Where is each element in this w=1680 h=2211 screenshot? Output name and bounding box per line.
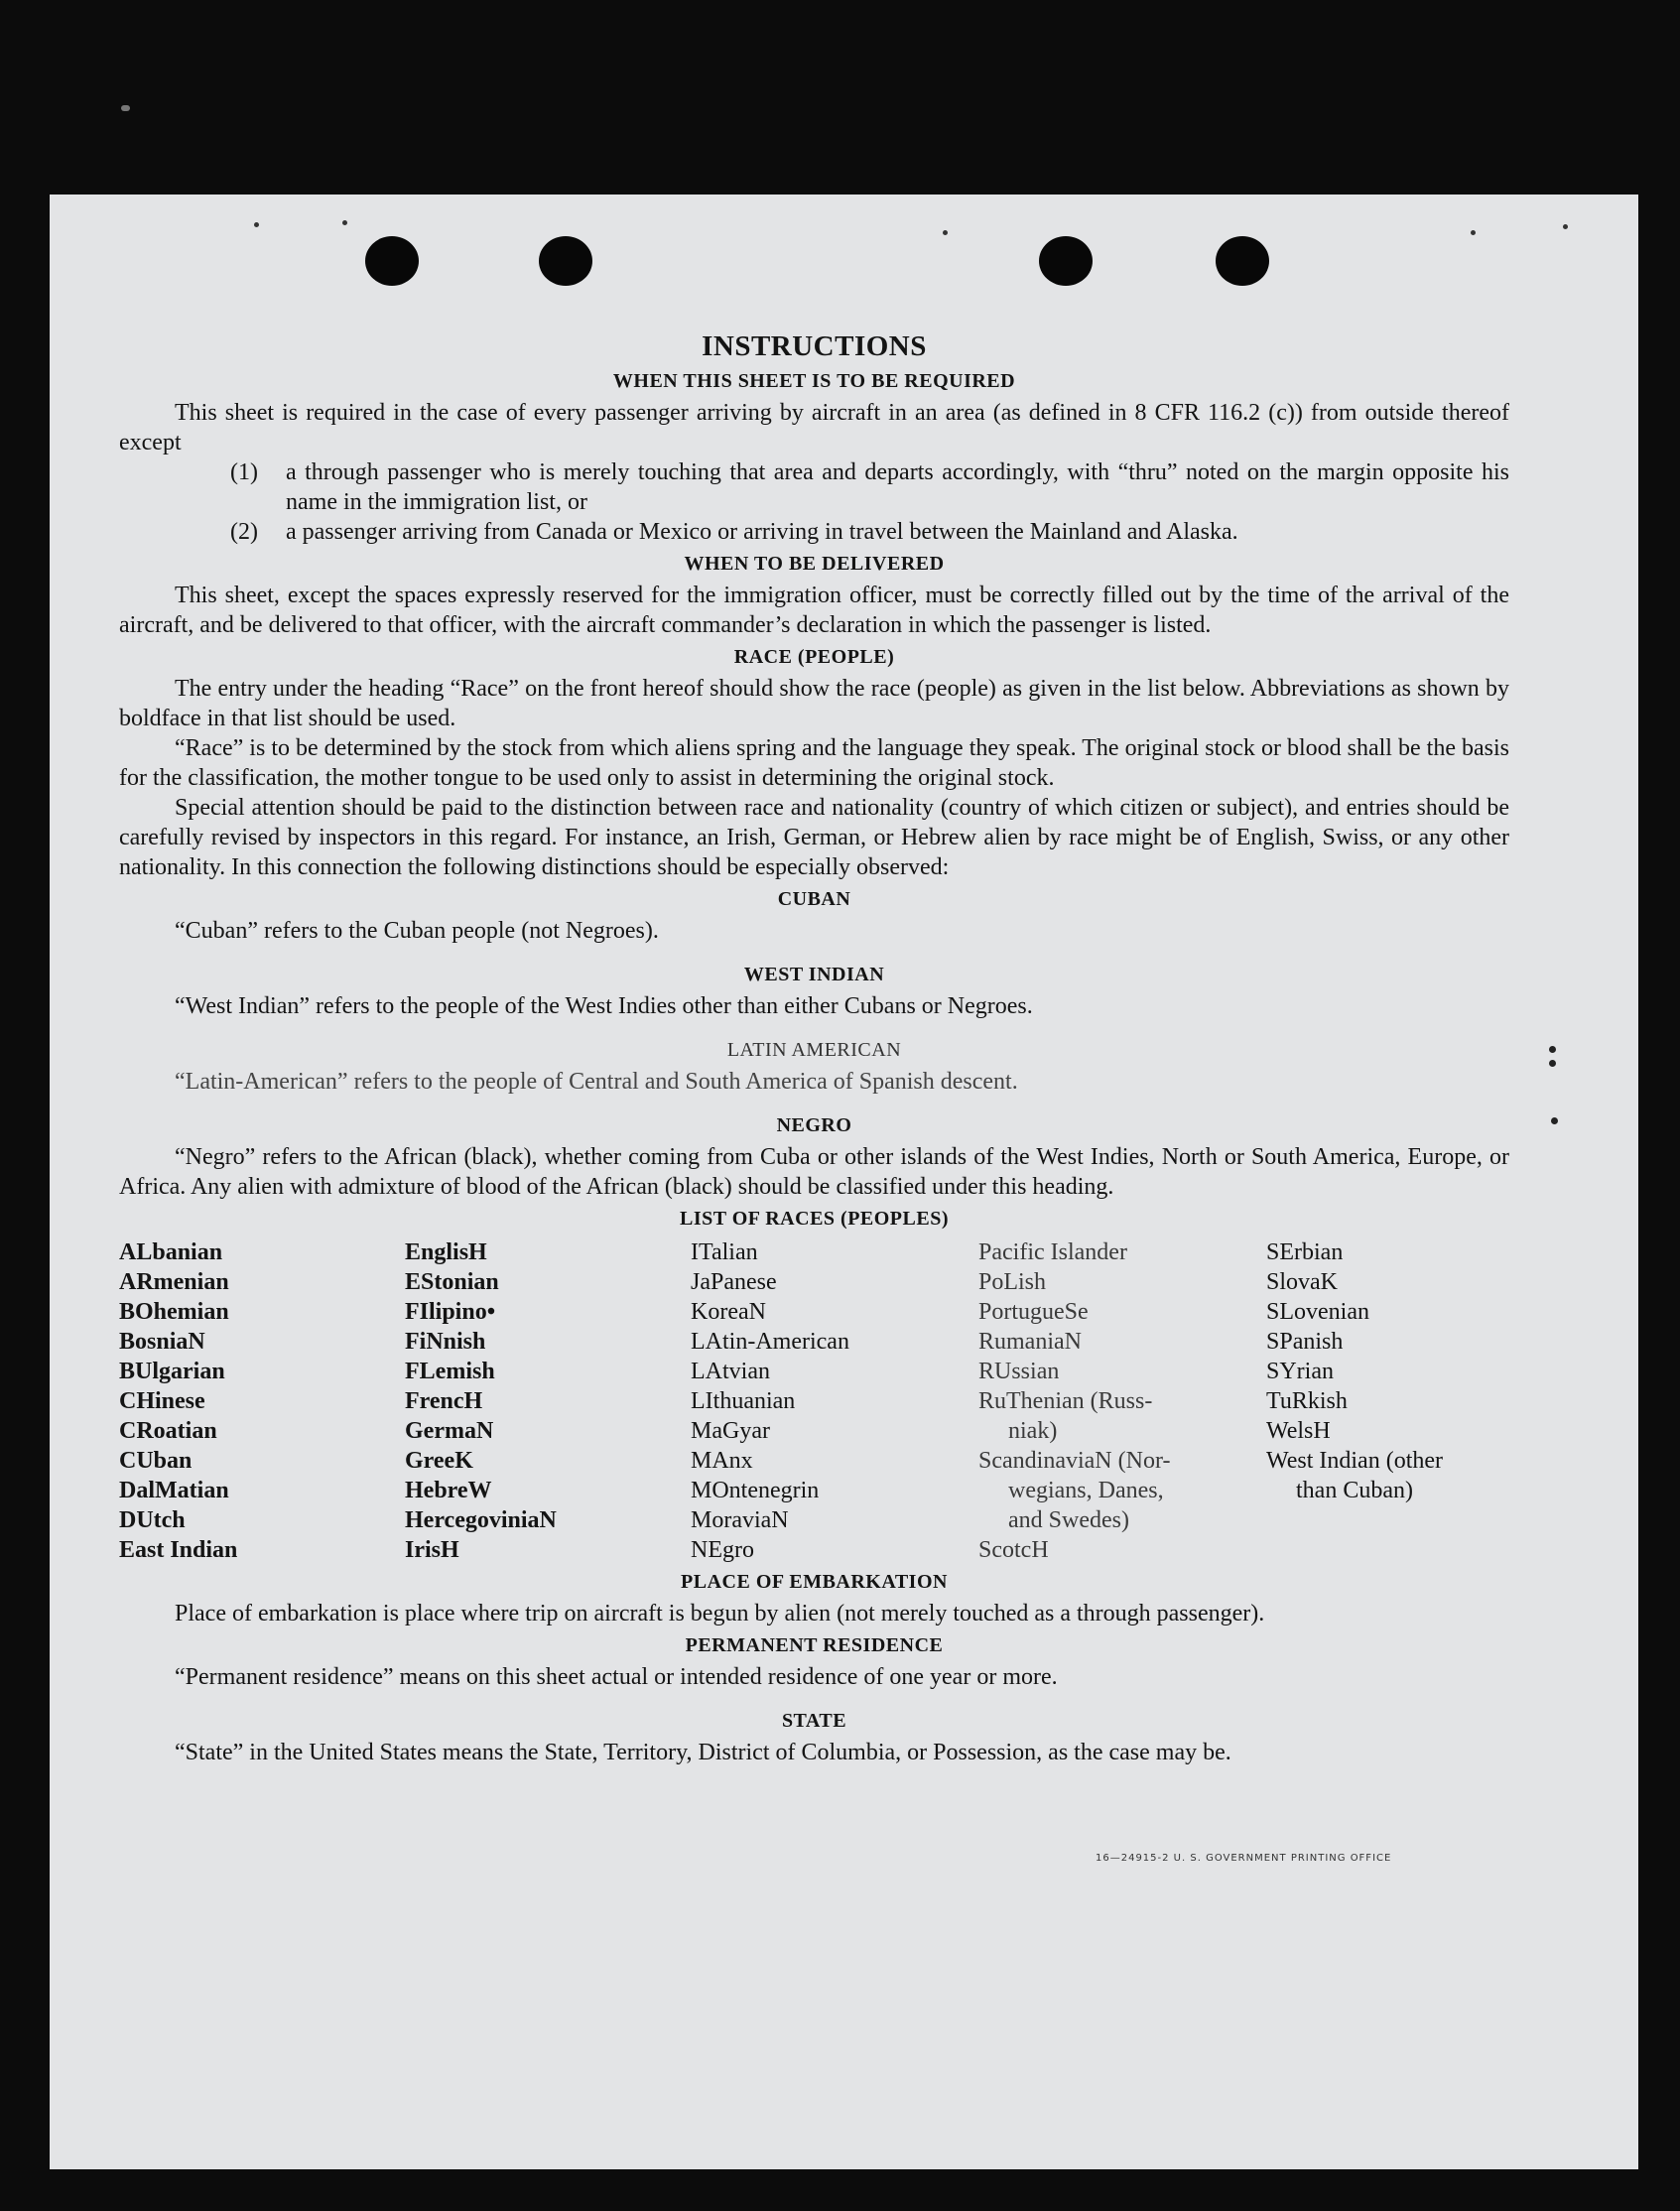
race-entry: PortugueSe	[978, 1299, 1089, 1325]
races-column	[405, 1237, 691, 1565]
race-entry: FrencH	[405, 1388, 483, 1414]
races-column	[978, 1237, 1266, 1565]
race-entry: CUban	[119, 1448, 193, 1474]
race-entry: SLovenian	[1266, 1299, 1369, 1325]
race-entry: ITalian	[691, 1239, 758, 1265]
race-entry: niak)	[1008, 1418, 1058, 1444]
race-entry: CHinese	[119, 1388, 205, 1414]
section-heading-latin-american: LATIN AMERICAN	[726, 1039, 902, 1061]
section-heading-state: STATE	[781, 1710, 847, 1732]
race-entry: and Swedes)	[1008, 1507, 1129, 1533]
races-column	[1266, 1237, 1507, 1565]
race-entry: ARmenian	[119, 1269, 229, 1295]
race-entry: DUtch	[119, 1507, 186, 1533]
race-entry: RUssian	[978, 1359, 1060, 1384]
race-entry: KoreaN	[691, 1299, 766, 1325]
race-entry: BUlgarian	[119, 1359, 225, 1384]
race-entry: SErbian	[1266, 1239, 1344, 1265]
race-entry: MAnx	[691, 1448, 753, 1474]
speck	[943, 230, 948, 235]
race-entry: CRoatian	[119, 1418, 217, 1444]
race-entry: LIthuanian	[691, 1388, 796, 1414]
scan-mark	[121, 105, 130, 111]
race-entry: LAtin-American	[691, 1329, 849, 1355]
race-entry: SYrian	[1266, 1359, 1334, 1384]
page-title: INSTRUCTIONS	[702, 330, 927, 362]
race-entry: BOhemian	[119, 1299, 229, 1325]
race-entry: EStonian	[405, 1269, 499, 1295]
race-entry: EnglisH	[405, 1239, 487, 1265]
section-heading-race: RACE (PEOPLE)	[733, 646, 895, 668]
cuban-text: “Cuban” refers to the Cuban people (not Negroes).	[175, 918, 659, 944]
race-entry: IrisH	[405, 1537, 459, 1563]
instructions-content	[119, 328, 1509, 1767]
section-heading-delivered: WHEN TO BE DELIVERED	[684, 553, 945, 575]
race-entry: FLemish	[405, 1359, 495, 1384]
race-entry: SPanish	[1266, 1329, 1344, 1355]
exception-number: (1)	[230, 459, 258, 485]
race-entry: ScandinaviaN (Nor-	[978, 1448, 1171, 1474]
race-entry: GreeK	[405, 1448, 473, 1474]
section-heading-embarkation: PLACE OF EMBARKATION	[681, 1571, 948, 1593]
speck	[254, 222, 259, 227]
race-entry: ScotcH	[978, 1537, 1049, 1563]
section-heading-cuban: CUBAN	[777, 888, 851, 910]
speck	[1563, 224, 1568, 229]
section-heading-west-indian: WEST INDIAN	[743, 964, 885, 985]
race-entry: wegians, Danes,	[1008, 1478, 1164, 1503]
section-heading-residence: PERMANENT RESIDENCE	[685, 1634, 944, 1656]
race-paragraph: “Race” is to be determined by the stock from which aliens spring and the language they speak. The original stock or blood shall be the basis for the classification, the mother tongue to be used only to assist in determining the original stock.	[119, 735, 1509, 791]
race-entry: WelsH	[1266, 1418, 1331, 1444]
race-paragraph: The entry under the heading “Race” on the front hereof should show the race (people) as given in the list below. Abbreviations as shown by boldface in that list should be used.	[119, 676, 1509, 731]
races-column	[119, 1237, 405, 1565]
race-entry: NEgro	[691, 1537, 754, 1563]
edge-mark	[1549, 1060, 1556, 1067]
race-entry: BosniaN	[119, 1329, 205, 1355]
race-entry: West Indian (other	[1266, 1448, 1444, 1474]
residence-text: “Permanent residence” means on this sheet actual or intended residence of one year or more.	[175, 1664, 1058, 1690]
race-entry: JaPanese	[691, 1269, 777, 1295]
race-entry: LAtvian	[691, 1359, 770, 1384]
race-entry: MaGyar	[691, 1418, 770, 1444]
race-entry: HebreW	[405, 1478, 492, 1503]
exception-text: a passenger arriving from Canada or Mexico or arriving in travel between the Mainland and Alaska.	[286, 519, 1238, 545]
race-entry: TuRkish	[1266, 1388, 1348, 1414]
punch-hole	[1216, 236, 1269, 286]
race-entry: DalMatian	[119, 1478, 229, 1503]
speck	[1471, 230, 1476, 235]
race-entry: FIlipino•	[405, 1299, 496, 1325]
latin-american-text: “Latin-American” refers to the people of Central and South America of Spanish descent.	[175, 1069, 1018, 1095]
race-entry: MOntenegrin	[691, 1478, 820, 1503]
races-column	[691, 1237, 978, 1565]
section-heading-required: WHEN THIS SHEET IS TO BE REQUIRED	[612, 370, 1016, 392]
exception-number: (2)	[230, 519, 258, 545]
embarkation-text: Place of embarkation is place where trip on aircraft is begun by alien (not merely touched as a through passenger).	[175, 1601, 1265, 1626]
punch-hole	[539, 236, 592, 286]
required-intro: This sheet is required in the case of every passenger arriving by aircraft in an area (as defined in 8 CFR 116.2 (c)) from outside thereof except	[119, 400, 1509, 455]
west-indian-text: “West Indian” refers to the people of the West Indies other than either Cubans or Negroes.	[175, 993, 1033, 1019]
race-entry: ALbanian	[119, 1239, 223, 1265]
punch-hole	[1039, 236, 1093, 286]
state-text: “State” in the United States means the State, Territory, District of Columbia, or Possession, as the case may be.	[175, 1740, 1231, 1765]
exception-text: a through passenger who is merely touching that area and departs accordingly, with “thru” noted on the margin opposite his name in the immigration list, or	[286, 459, 1509, 515]
race-entry: than Cuban)	[1296, 1478, 1413, 1503]
race-paragraph: Special attention should be paid to the distinction between race and nationality (country of which citizen or subject), and entries should be carefully revised by inspectors in this regard. For instance, an Irish, German, or Hebrew alien by race might be of English, Swiss, or any other nationality. In this connection the following distinctions should be especially observed:	[119, 795, 1509, 880]
race-entry: RuThenian (Russ-	[978, 1388, 1153, 1414]
race-entry: GermaN	[405, 1418, 494, 1444]
edge-mark	[1551, 1117, 1558, 1124]
races-list	[119, 1237, 1509, 1565]
exception-item	[230, 457, 1509, 517]
race-entry: East Indian	[119, 1537, 238, 1563]
printing-office-imprint: 16—24915-2 U. S. GOVERNMENT PRINTING OFFICE	[1096, 1853, 1392, 1864]
section-heading-races-list: LIST OF RACES (PEOPLES)	[679, 1208, 949, 1230]
document-sheet	[50, 195, 1638, 2169]
race-entry: RumaniaN	[978, 1329, 1082, 1355]
speck	[342, 220, 347, 225]
race-entry: PoLish	[978, 1269, 1047, 1295]
race-entry: HercegoviniaN	[405, 1507, 557, 1533]
section-heading-negro: NEGRO	[776, 1114, 852, 1136]
race-entry: MoraviaN	[691, 1507, 789, 1533]
race-entry: SlovaK	[1266, 1269, 1338, 1295]
race-entry: FiNnish	[405, 1329, 486, 1355]
delivered-text: This sheet, except the spaces expressly reserved for the immigration officer, must be correctly filled out by the time of the arrival of the aircraft, and be delivered to that officer, with the aircraft commander’s declaration in which the passenger is listed.	[119, 583, 1509, 638]
race-entry: Pacific Islander	[978, 1239, 1127, 1265]
negro-text: “Negro” refers to the African (black), whether coming from Cuba or other islands of the West Indies, North or South America, Europe, or Africa. Any alien with admixture of blood of the African (black) should be classified under this heading.	[119, 1144, 1509, 1200]
punch-hole	[365, 236, 419, 286]
edge-mark	[1549, 1046, 1556, 1053]
exception-item	[230, 517, 1509, 547]
